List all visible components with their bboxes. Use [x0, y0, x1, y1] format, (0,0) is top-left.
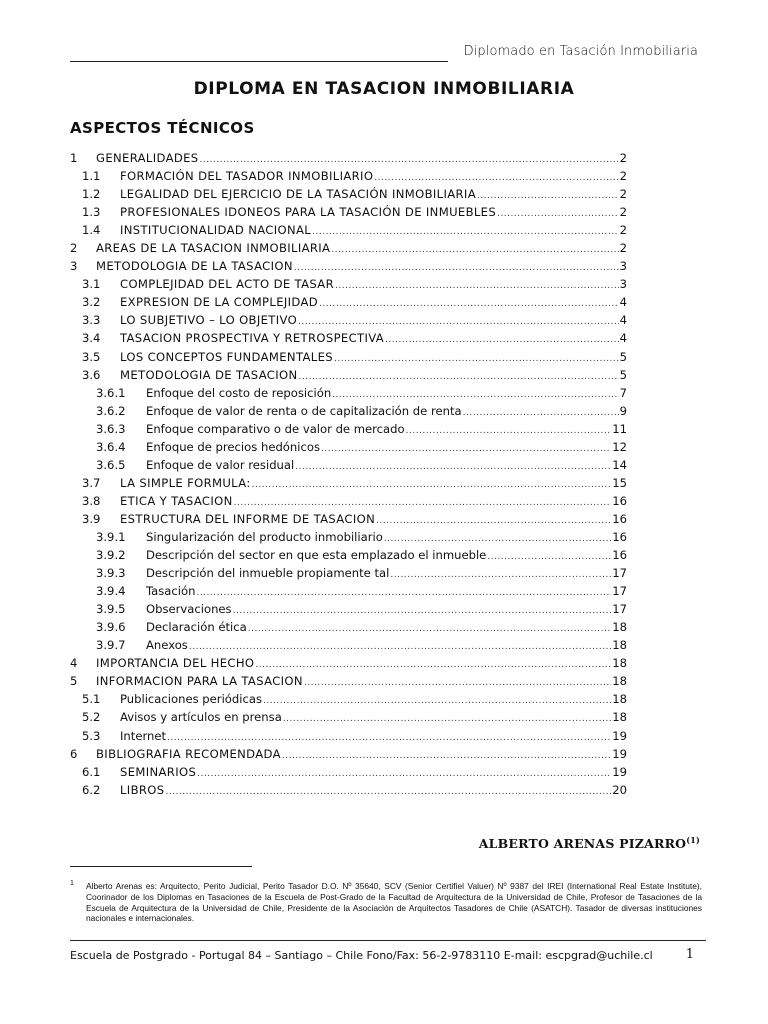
toc-entry-number: 5.2 — [82, 710, 101, 725]
footnote-mark: 1 — [70, 880, 74, 887]
page-header — [70, 44, 698, 64]
toc-entry[interactable] — [70, 710, 627, 728]
toc-entry[interactable] — [70, 494, 627, 512]
toc-entry-number: 1.1 — [82, 169, 101, 184]
toc-entry-label: ESTRUCTURA DEL INFORME DE TASACION — [120, 511, 376, 526]
toc-entry-label: INFORMACION PARA LA TASACION — [96, 674, 303, 689]
toc-entry-label: LO SUBJETIVO – LO OBJETIVO — [120, 313, 298, 328]
toc-entry-number: 1 — [70, 151, 78, 165]
toc-dot-leader — [385, 335, 619, 345]
toc-entry-number: 2 — [70, 241, 78, 256]
header-rule — [70, 61, 448, 62]
toc-entry-number: 6.1 — [82, 764, 101, 779]
toc-entry-number: 3.4 — [82, 331, 101, 346]
toc-entry-number: 3.7 — [82, 475, 101, 490]
toc-entry-page: 14 — [612, 457, 627, 472]
toc-dot-leader — [197, 769, 611, 779]
toc-entry-label: METODOLOGIA DE TASACION — [120, 367, 298, 382]
toc-entry-label: Observaciones — [146, 602, 232, 617]
toc-entry-number: 4 — [70, 656, 78, 671]
toc-entry-number: 3 — [70, 259, 78, 274]
toc-dot-leader — [334, 354, 619, 364]
toc-entry[interactable] — [70, 169, 627, 187]
toc-entry-number: 3.9.1 — [96, 529, 126, 544]
toc-entry-page: 4 — [619, 295, 627, 310]
toc-entry[interactable] — [70, 476, 627, 494]
toc-entry-number: 5.1 — [82, 692, 101, 707]
toc-entry[interactable] — [70, 151, 627, 169]
toc-entry[interactable] — [70, 205, 627, 223]
toc-entry-page: 5 — [619, 349, 627, 364]
toc-entry-number: 3.6.1 — [96, 385, 126, 400]
toc-entry-page: 4 — [619, 313, 627, 328]
toc-entry-page: 18 — [612, 710, 627, 725]
toc-entry-page: 19 — [612, 728, 627, 743]
toc-dot-leader — [321, 444, 611, 454]
toc-entry-label: IMPORTANCIA DEL HECHO — [96, 656, 255, 671]
toc-entry[interactable] — [70, 368, 627, 386]
toc-entry-page: 15 — [612, 475, 627, 490]
toc-entry[interactable] — [70, 674, 627, 692]
toc-entry-page: 16 — [612, 511, 627, 526]
toc-entry-page: 2 — [619, 187, 627, 202]
toc-dot-leader — [196, 588, 611, 598]
toc-dot-leader — [263, 696, 611, 706]
toc-entry[interactable] — [70, 350, 627, 368]
toc-dot-leader — [233, 606, 612, 616]
toc-entry[interactable] — [70, 404, 627, 422]
toc-entry-number: 5.3 — [82, 728, 101, 743]
toc-entry-label: Descripción del inmueble propiamente tal — [146, 566, 390, 581]
toc-dot-leader — [283, 714, 611, 724]
toc-entry-number: 6.2 — [82, 782, 101, 797]
toc-entry-page: 18 — [612, 620, 627, 635]
toc-dot-leader — [255, 660, 611, 670]
toc-entry-label: BIBLIOGRAFIA RECOMENDADA — [96, 746, 281, 761]
toc-dot-leader — [294, 263, 619, 273]
page-footer — [70, 949, 706, 962]
toc-dot-leader — [200, 155, 619, 165]
toc-entry-label: Enfoque de precios hedónicos — [146, 439, 320, 454]
toc-entry-page: 2 — [619, 241, 627, 256]
toc-entry-number: 3.9.4 — [96, 584, 126, 599]
toc-entry[interactable] — [70, 512, 627, 530]
toc-dot-leader — [252, 480, 612, 490]
header-text: Diplomado en Tasación Inmobiliaria — [463, 44, 698, 59]
toc-entry-number: 3.8 — [82, 493, 101, 508]
toc-dot-leader — [406, 426, 612, 436]
toc-dot-leader — [374, 173, 618, 183]
toc-dot-leader — [189, 642, 611, 652]
toc-entry[interactable] — [70, 422, 627, 440]
toc-entry-label: LIBROS — [120, 782, 165, 797]
toc-entry[interactable] — [70, 259, 627, 277]
toc-entry-page: 17 — [612, 566, 627, 581]
toc-entry-label: AREAS DE LA TASACION INMOBILIARIA — [96, 241, 331, 256]
toc-dot-leader — [295, 462, 611, 472]
toc-entry-page: 3 — [619, 277, 627, 292]
toc-entry-page: 2 — [619, 223, 627, 238]
toc-entry-page: 19 — [612, 764, 627, 779]
toc-dot-leader — [248, 624, 612, 634]
toc-dot-leader — [335, 281, 619, 291]
toc-entry-label: Declaración ética — [146, 620, 247, 635]
toc-entry-label: Internet — [120, 728, 167, 743]
toc-entry[interactable] — [70, 530, 627, 548]
toc-entry-page: 16 — [612, 548, 627, 563]
toc-entry[interactable] — [70, 295, 627, 313]
toc-dot-leader — [312, 227, 618, 237]
toc-entry[interactable] — [70, 277, 627, 295]
toc-entry-page: 3 — [619, 259, 627, 274]
toc-entry[interactable] — [70, 241, 627, 259]
toc-dot-leader — [167, 733, 611, 743]
toc-entry-page: 2 — [619, 169, 627, 184]
toc-entry-label: Descripción del sector en que esta emplazado el inmueble — [146, 548, 487, 563]
section-heading: ASPECTOS TÉCNICOS — [70, 119, 255, 137]
toc-entry-number: 3.6.2 — [96, 403, 126, 418]
toc-entry-number: 3.6.5 — [96, 457, 126, 472]
toc-entry[interactable] — [70, 765, 627, 783]
toc-entry-label: Enfoque de valor de renta o de capitalización de renta — [146, 403, 462, 418]
toc-entry[interactable] — [70, 602, 627, 620]
toc-entry-label: TASACION PROSPECTIVA Y RETROSPECTIVA — [120, 331, 385, 346]
toc-entry-label: Avisos y artículos en prensa — [120, 710, 282, 725]
toc-entry[interactable] — [70, 187, 627, 205]
toc-entry-label: INSTITUCIONALIDAD NACIONAL — [120, 223, 312, 238]
toc-dot-leader — [299, 372, 619, 382]
toc-dot-leader — [463, 408, 619, 418]
toc-dot-leader — [234, 498, 612, 508]
toc-entry-page: 11 — [612, 421, 627, 436]
toc-entry-label: FORMACIÓN DEL TASADOR INMOBILIARIO — [120, 169, 374, 184]
toc-entry-page: 17 — [612, 584, 627, 599]
toc-entry-number: 3.9.5 — [96, 602, 126, 617]
toc-entry-number: 5 — [70, 674, 78, 689]
toc-entry[interactable] — [70, 656, 627, 674]
toc-entry-number: 3.2 — [82, 295, 101, 310]
toc-entry-number: 3.9.3 — [96, 566, 126, 581]
toc-entry-number: 3.6.4 — [96, 439, 126, 454]
toc-dot-leader — [298, 317, 619, 327]
toc-entry-number: 1.4 — [82, 223, 101, 238]
toc-dot-leader — [487, 552, 611, 562]
toc-entry-label: LEGALIDAD DEL EJERCICIO DE LA TASACIÓN INMOBILIARIA — [120, 187, 476, 202]
toc-entry-page: 7 — [619, 385, 627, 400]
toc-entry-label: LOS CONCEPTOS FUNDAMENTALES — [120, 349, 333, 364]
toc-entry-label: Publicaciones periódicas — [120, 692, 262, 707]
toc-entry-page: 18 — [612, 692, 627, 707]
toc-entry[interactable] — [70, 747, 627, 765]
author-footnote-mark: (1) — [686, 835, 700, 845]
toc-entry-label: METODOLOGIA DE LA TASACION — [96, 259, 293, 274]
toc-dot-leader — [319, 299, 619, 309]
toc-entry-number: 3.9.6 — [96, 620, 126, 635]
toc-entry-number: 3.9.7 — [96, 638, 126, 653]
toc-entry-page: 17 — [612, 602, 627, 617]
toc-entry-page: 2 — [619, 205, 627, 220]
toc-dot-leader — [384, 534, 611, 544]
toc-entry[interactable] — [70, 386, 627, 404]
toc-entry[interactable] — [70, 331, 627, 349]
toc-dot-leader — [390, 570, 611, 580]
toc-entry-page: 2 — [619, 151, 627, 165]
toc-entry-page: 20 — [612, 782, 627, 797]
toc-entry-page: 9 — [619, 403, 627, 418]
toc-entry[interactable] — [70, 584, 627, 602]
toc-entry-number: 1.3 — [82, 205, 101, 220]
toc-entry-page: 5 — [619, 367, 627, 382]
toc-dot-leader — [165, 787, 611, 797]
toc-entry-number: 1.2 — [82, 187, 101, 202]
toc-entry[interactable] — [70, 729, 627, 747]
toc-entry-page: 4 — [619, 331, 627, 346]
toc-entry[interactable] — [70, 566, 627, 584]
toc-entry-page: 12 — [612, 439, 627, 454]
toc-entry-number: 3.9.2 — [96, 548, 126, 563]
page-number: 1 — [685, 947, 694, 962]
toc-entry-label: EXPRESION DE LA COMPLEJIDAD — [120, 295, 319, 310]
toc-entry-label: LA SIMPLE FORMULA: — [120, 475, 251, 490]
toc-entry-label: Anexos — [146, 638, 188, 653]
toc-entry[interactable] — [70, 313, 627, 331]
toc-entry[interactable] — [70, 692, 627, 710]
footer-text: Escuela de Postgrado - Portugal 84 – Santiago – Chile Fono/Fax: 56-2-9783110 E-mail: escpgrad@uchile.cl — [70, 949, 653, 962]
toc-entry[interactable] — [70, 223, 627, 241]
toc-entry[interactable] — [70, 440, 627, 458]
toc-dot-leader — [331, 245, 618, 255]
footer-rule — [70, 940, 706, 941]
toc-entry-number: 6 — [70, 746, 78, 761]
toc-entry[interactable] — [70, 620, 627, 638]
toc-entry-number: 3.1 — [82, 277, 101, 292]
toc-entry[interactable] — [70, 458, 627, 476]
toc-entry-page: 18 — [612, 674, 627, 689]
toc-dot-leader — [304, 678, 611, 688]
toc-entry-page: 18 — [612, 638, 627, 653]
toc-entry-label: Singularización del producto inmobiliario — [146, 529, 383, 544]
toc-entry[interactable] — [70, 548, 627, 566]
footnote-rule — [70, 866, 252, 867]
toc-entry-number: 3.6.3 — [96, 421, 126, 436]
toc-entry-page: 18 — [612, 656, 627, 671]
toc-entry-page: 16 — [612, 529, 627, 544]
toc-entry-label: Enfoque comparativo o de valor de mercado — [146, 421, 405, 436]
footnote — [70, 881, 702, 924]
toc-entry-label: SEMINARIOS — [120, 764, 197, 779]
toc-dot-leader — [477, 191, 619, 201]
author-text: ALBERTO ARENAS PIZARRO — [478, 836, 687, 852]
table-of-contents — [70, 151, 627, 801]
toc-entry-page: 19 — [612, 746, 627, 761]
toc-entry-number: 3.6 — [82, 367, 101, 382]
toc-entry-label: COMPLEJIDAD DEL ACTO DE TASAR — [120, 277, 334, 292]
toc-entry-label: PROFESIONALES IDONEOS PARA LA TASACIÓN DE INMUEBLES — [120, 205, 497, 220]
toc-entry-page: 16 — [612, 493, 627, 508]
toc-entry[interactable] — [70, 783, 627, 801]
toc-entry-label: GENERALIDADES — [96, 151, 199, 165]
toc-entry-label: ETICA Y TASACION — [120, 493, 233, 508]
document-title: DIPLOMA EN TASACION INMOBILIARIA — [193, 79, 575, 99]
toc-dot-leader — [376, 516, 611, 526]
author-name — [479, 835, 700, 851]
toc-entry-label: Enfoque del costo de reposición — [146, 385, 332, 400]
footnote-text: Alberto Arenas es: Arquitecto, Perito Judicial, Perito Tasador D.O. Nº 35640, SCV (Senior Certifiel Valuer) Nº 9387 del IREI (International Real Estate Institute), Coorinador de los Diplomas en Tasaciones de la Escuela de Post-Grado de la Facultad de Arquitectura de la Universidad de Chile, Profesor de Tasaciones de la Escuela de Arquitectura de la Universidad de Chile, Presidente de la Asociación de Arquitectos Tasadores de Chile (ASATCH). Tasador de diversas instituciones nacionales e internacionales. — [86, 881, 702, 924]
toc-dot-leader — [282, 751, 611, 761]
toc-entry-label: Tasación — [146, 584, 196, 599]
toc-entry-number: 3.9 — [82, 511, 101, 526]
toc-dot-leader — [497, 209, 619, 219]
toc-dot-leader — [332, 390, 618, 400]
toc-entry-number: 3.3 — [82, 313, 101, 328]
toc-entry[interactable] — [70, 638, 627, 656]
toc-entry-label: Enfoque de valor residual — [146, 457, 295, 472]
toc-entry-number: 3.5 — [82, 349, 101, 364]
